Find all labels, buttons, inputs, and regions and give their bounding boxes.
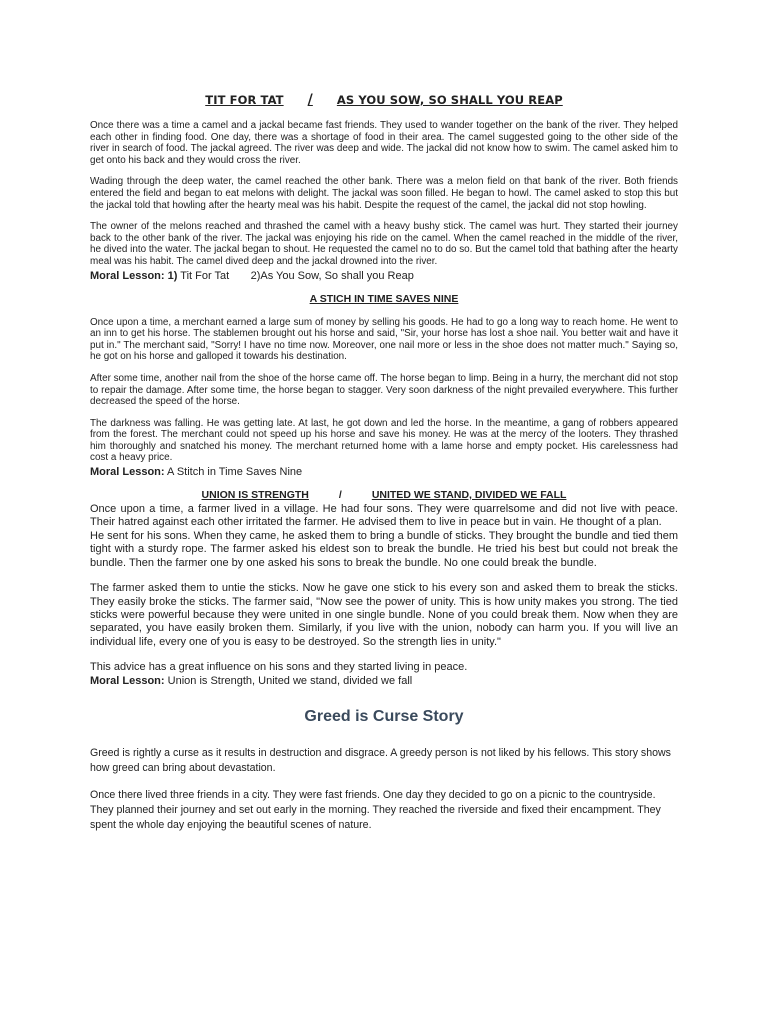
story1-moral-text: Tit For Tat 2)As You Sow, So shall you Reap	[180, 269, 414, 282]
story2-moral-text: A Stitch in Time Saves Nine	[167, 466, 303, 479]
story3-moral-text: Union is Strength, United we stand, divided we fall	[167, 674, 413, 687]
story2-title: A STICH IN TIME SAVES NINE	[309, 292, 459, 305]
story2-paragraph-2: After some time, another nail from the shoe of the horse came off. The horse began to limp. Being in a hurry, the merchant did not stop to repair the damage. After some time, the horse began to stagger. Very soon darkness of the night prevailed everywhere. This further decreased the speed of the horse.	[90, 372, 678, 408]
story3-moral-label: Moral Lesson:	[90, 674, 165, 687]
story1-moral-number: 1)	[167, 269, 178, 282]
story1-title-right: AS YOU SOW, SO SHALL YOU REAP	[336, 93, 563, 107]
story2-paragraph-3: The darkness was falling. He was getting late. At last, he got down and led the horse. In the meantime, a gang of robbers appeared from the forest. The merchant could not speed up his horse and save his money. He was at the mercy of the looters. They thrashed him thoroughly and snatched his money. The merchant returned home with a lame horse and empty pocket. His carelessness had cost a heavy price.	[90, 417, 678, 464]
story1-title-left: TIT FOR TAT	[205, 93, 284, 107]
story3-title-left: UNION IS STRENGTH	[201, 489, 309, 502]
story1-title	[90, 92, 678, 108]
story4-paragraph-1: Greed is rightly a curse as it results in destruction and disgrace. A greedy person is not liked by his fellows. This story shows how greed can bring about devastation.	[90, 746, 671, 774]
story2-moral	[90, 466, 678, 479]
document-page	[90, 92, 678, 846]
story1-paragraph-1: Once there was a time a camel and a jackal became fast friends. They used to wander together on the bank of the river. They helped each other in finding food. One day, there was a shortage of food in their area. The camel suggested going to the other side of the river in search of food. The jackal agreed. The river was deep and wide. The jackal did not know how to swim. The camel asked him to get onto his back and they would cross the river.	[90, 120, 678, 166]
story2-paragraph-1: Once upon a time, a merchant earned a large sum of money by selling his goods. He had to go a long way to reach home. He went to an inn to get his horse. The stablemen brought out his horse and said, "Sir, your horse has lost a shoe nail. You better wait and have it put in." The merchant said, "Sorry! I have no time now. Moreover, one nail more or less in the shoe does not matter much." Saying so, he got on his horse and galloped it towards his destination.	[90, 316, 678, 363]
story1-moral-label: Moral Lesson:	[90, 269, 165, 282]
story1-title-separator: /	[307, 92, 313, 108]
story3-title-right: UNITED WE STAND, DIVIDED WE FALL	[371, 489, 567, 502]
story3-title	[90, 489, 678, 501]
story3-moral	[90, 675, 678, 688]
story3-paragraph-3: The farmer asked them to untie the sticks. Now he gave one stick to his every son and asked them to break the sticks. They easily broke the sticks. The farmer said, "Now see the power of unity. This is how unity makes you strong. The tied sticks were powerful because they were united in one single bundle. None of you could break them. Now when they are separated, you have easily broken them. Similarly, if you live with the union, nobody can harm you. If you will live an individual life, every one of you is easy to be destroyed. So the strength lies in unity."	[90, 582, 678, 648]
story4-paragraph-2: Once there lived three friends in a city. They were fast friends. One day they decided to go on a picnic to the countryside. They planned their journey and set out early in the morning. They reached the riverside and fixed their encampment. They spent the whole day enjoying the beautiful scenes of nature.	[90, 788, 661, 832]
story2-moral-label: Moral Lesson:	[90, 466, 165, 479]
story3-paragraph-1: Once upon a time, a farmer lived in a village. He had four sons. They were quarrelsome and did not live with peace. Their hatred against each other irritated the farmer. He advised them to live in peace but in vain. He thought of a plan.	[90, 503, 678, 529]
story3-paragraph-4: This advice has a great influence on his sons and they started living in peace.	[90, 661, 468, 674]
story3-paragraph-2: He sent for his sons. When they came, he asked them to bring a bundle of sticks. They brought the bundle and tied them tight with a sturdy rope. The farmer asked his eldest son to break the bundle. He tried his best but could not break the bundle. Then the farmer one by one asked his sons to break the bundle. No one could break the bundle.	[90, 529, 678, 569]
story1-paragraph-3: The owner of the melons reached and thrashed the camel with a heavy bushy stick. The camel was hurt. They started their journey back to the other bank of the river. The jackal was enjoying his ride on the camel. When the camel reached in the middle of the river, he dived into the water. The jackal began to shout. He requested the camel no to do so. But the camel told that bathing after the hearty meal was his habit. The camel dived deep and the jackal drowned into the river.	[90, 221, 678, 267]
story1-moral	[90, 270, 678, 283]
story4-title: Greed is Curse Story	[304, 707, 464, 725]
story1-paragraph-2: Wading through the deep water, the camel reached the other bank. There was a melon field on that bank of the river. Both friends entered the field and began to eat melons with delight. The jackal was soon filled. He began to howl. The camel asked to stop this but the jackal told that howling after the hearty meal was his habit. Despite the request of the camel, the jackal did not stop howling.	[90, 176, 678, 211]
story3-title-separator: /	[338, 489, 342, 502]
